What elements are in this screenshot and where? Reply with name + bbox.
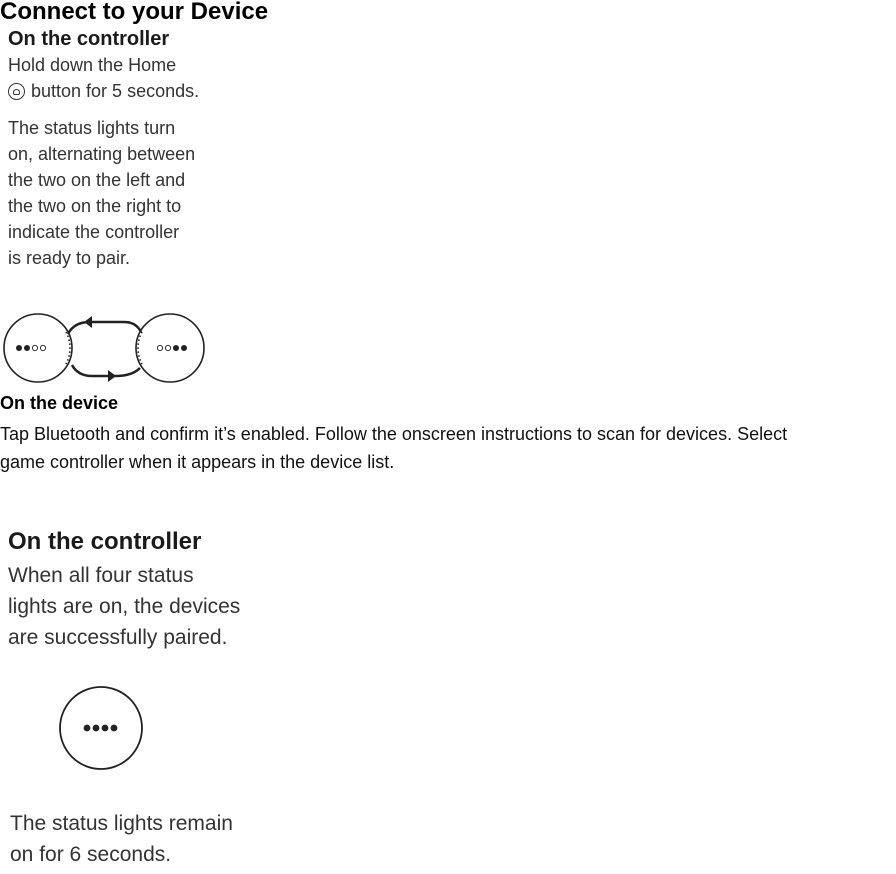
- hold-home-instruction: [8, 52, 199, 104]
- hold-home-line-1: Hold down the Home: [8, 55, 177, 75]
- page-title: Connect to your Device: [0, 0, 269, 25]
- device-step-heading: On the device: [0, 393, 119, 413]
- hold-home-line-2: [8, 78, 199, 104]
- paired-step-heading: On the controller: [8, 528, 202, 555]
- lights-remain-description: [10, 808, 233, 870]
- paired-description: [8, 560, 240, 653]
- status-lights-description: [8, 115, 195, 271]
- status-line: on, alternating between: [8, 144, 196, 164]
- device-instruction-line: Tap Bluetooth and confirm it’s enabled. Follow the onscreen instructions to scan for devices. Select: [0, 424, 788, 444]
- home-button-icon: [8, 83, 25, 100]
- all-lights-circle-icon: [60, 687, 142, 769]
- right-lights-circle-icon: [136, 314, 204, 382]
- left-lights-circle-icon: [4, 314, 72, 382]
- hold-home-line-2-text: button for 5 seconds.: [31, 81, 200, 101]
- status-line: the two on the right to: [8, 196, 182, 216]
- controller-step-heading: On the controller: [8, 28, 170, 50]
- all-lights-on-diagram: [56, 683, 146, 773]
- paired-line: lights are on, the devices: [8, 595, 241, 618]
- paired-line: When all four status: [8, 564, 194, 587]
- remain-line: on for 6 seconds.: [10, 843, 172, 866]
- remain-line: The status lights remain: [10, 812, 233, 835]
- alternating-arrows-icon: [68, 316, 141, 382]
- device-instruction-line: game controller when it appears in the device list.: [0, 452, 395, 472]
- paired-line: are successfully paired.: [8, 626, 228, 649]
- status-line: indicate the controller: [8, 222, 180, 242]
- status-line: the two on the left and: [8, 170, 186, 190]
- status-line: is ready to pair.: [8, 248, 131, 268]
- device-step-instructions: [0, 420, 896, 476]
- alternating-lights-diagram: [2, 308, 212, 388]
- status-line: The status lights turn: [8, 118, 176, 138]
